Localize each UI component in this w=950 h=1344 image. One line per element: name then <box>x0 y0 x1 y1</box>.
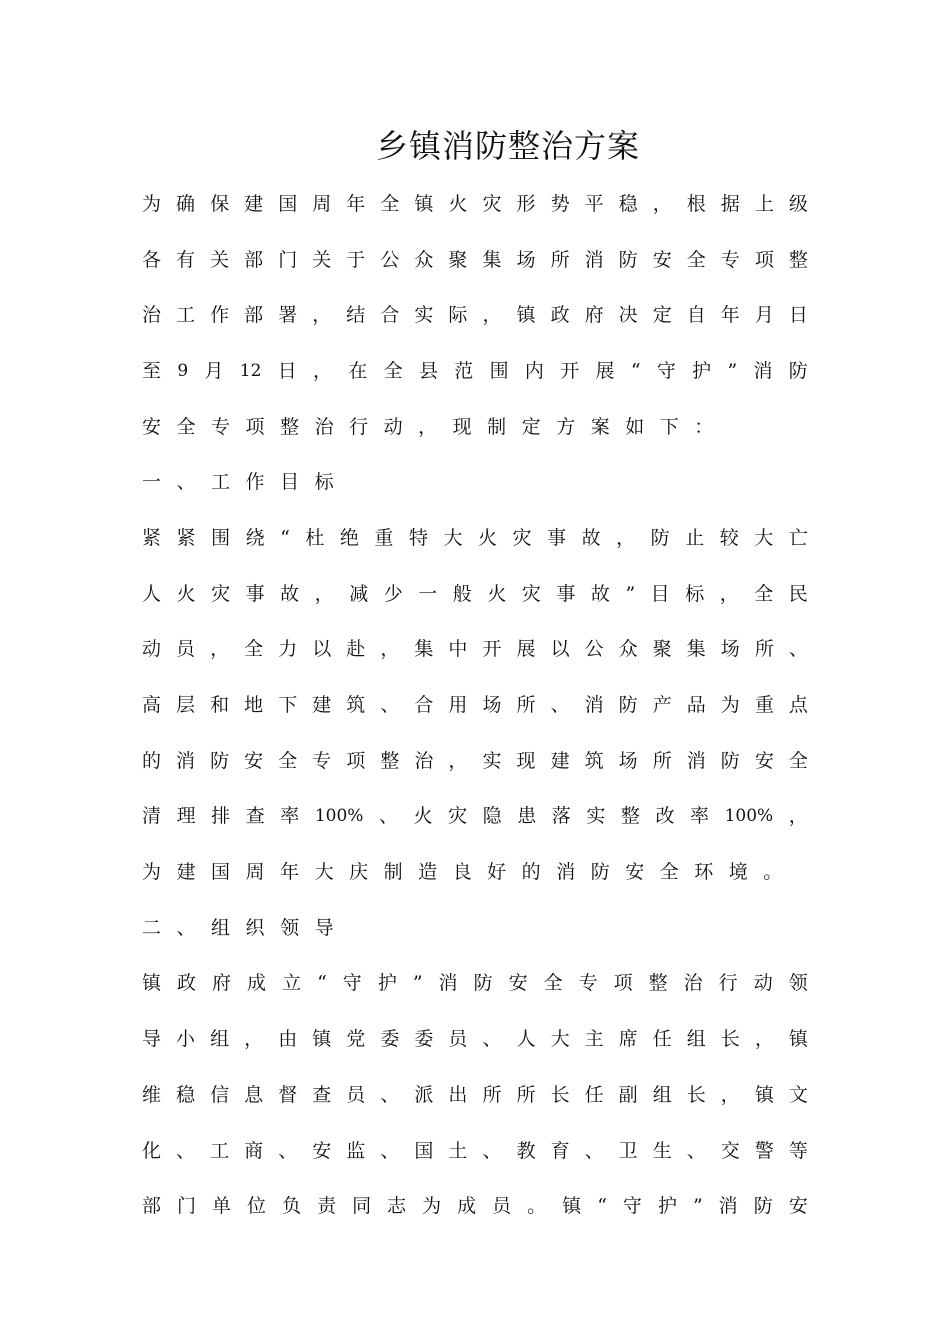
section-heading: 二 、 组 织 领 导 <box>142 916 334 939</box>
text-line: 至 9 月 12 日 ， 在 全 县 范 围 内 开 展 “ 守 护 ” 消 防 <box>142 359 808 382</box>
text-line: 化 、 工 商 、 安 监 、 国 土 、 教 育 、 卫 生 、 交 警 等 <box>142 1139 808 1162</box>
text-line: 治 工 作 部 署 ， 结 合 实 际 ， 镇 政 府 决 定 自 年 月 日 <box>142 304 808 327</box>
text-line: 动 员 ， 全 力 以 赴 ， 集 中 开 展 以 公 众 聚 集 场 所 、 <box>142 638 808 661</box>
text-line: 清 理 排 查 率 100% 、 火 灾 隐 患 落 实 整 改 率 100% ， <box>142 805 808 828</box>
text-line: 紧 紧 围 绕 “ 杜 绝 重 特 大 火 灾 事 故 ， 防 止 较 大 亡 <box>142 526 808 549</box>
text-line: 为 确 保 建 国 周 年 全 镇 火 灾 形 势 平 稳 ， 根 据 上 级 <box>142 192 808 215</box>
text-line: 导 小 组 ， 由 镇 党 委 委 员 、 人 大 主 席 任 组 长 ， 镇 <box>142 1028 808 1051</box>
text-line: 的 消 防 安 全 专 项 整 治 ， 实 现 建 筑 场 所 消 防 安 全 <box>142 749 808 772</box>
document-title: 乡镇消防整治方案 <box>375 127 640 165</box>
text-line: 各 有 关 部 门 关 于 公 众 聚 集 场 所 消 防 安 全 专 项 整 <box>142 248 808 271</box>
text-line: 安 全 专 项 整 治 行 动 ， 现 制 定 方 案 如 下 ： <box>142 415 714 438</box>
text-line: 高 层 和 地 下 建 筑 、 合 用 场 所 、 消 防 产 品 为 重 点 <box>142 694 808 717</box>
text-line: 部 门 单 位 负 责 同 志 为 成 员 。 镇 “ 守 护 ” 消 防 安 <box>142 1195 808 1218</box>
section-heading: 一 、 工 作 目 标 <box>142 471 334 494</box>
text-line: 为 建 国 周 年 大 庆 制 造 良 好 的 消 防 安 全 环 境 。 <box>142 861 783 884</box>
text-line: 镇 政 府 成 立 “ 守 护 ” 消 防 安 全 专 项 整 治 行 动 领 <box>142 972 808 995</box>
document-body <box>142 176 808 1234</box>
text-line: 人 火 灾 事 故 ， 减 少 一 般 火 灾 事 故 ” 目 标 ， 全 民 <box>142 582 808 605</box>
text-line: 维 稳 信 息 督 查 员 、 派 出 所 所 长 任 副 组 长 ， 镇 文 <box>142 1083 808 1106</box>
